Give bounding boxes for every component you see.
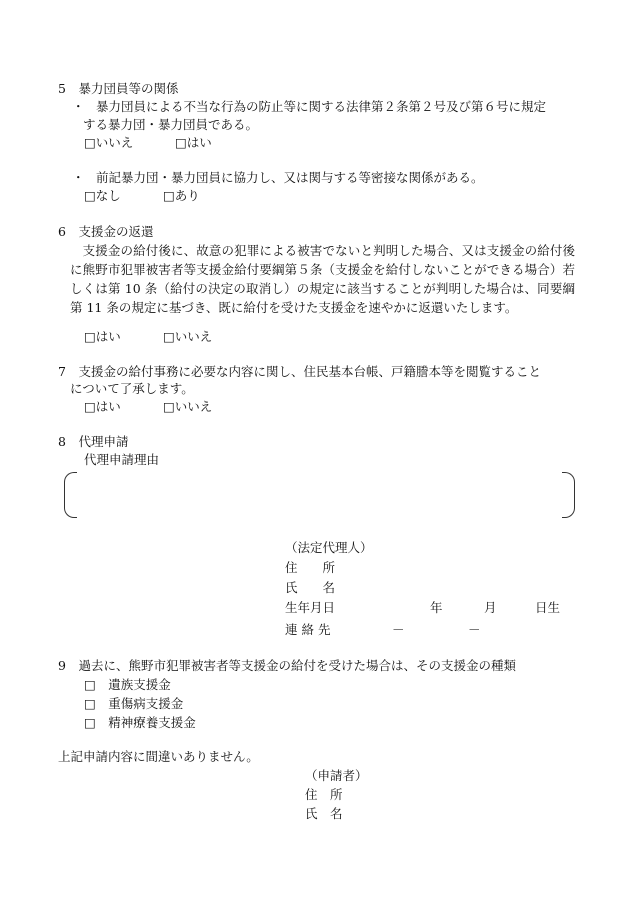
option-no-checkbox[interactable]: □いいえ (163, 399, 213, 414)
contact-dash: － (468, 622, 481, 637)
option-no-checkbox[interactable]: □いいえ (163, 329, 213, 344)
option-none-checkbox[interactable]: □なし (84, 188, 121, 203)
year-label: 年 (430, 600, 443, 615)
option-yes-checkbox[interactable]: □はい (175, 135, 212, 150)
name-label: 氏 名 (285, 580, 336, 595)
section-7-heading-cont: について了承します。 (70, 381, 194, 396)
section-8-heading: 8 代理申請 (58, 434, 129, 449)
option-yes-checkbox[interactable]: □はい (84, 329, 121, 344)
month-label: 月 (484, 600, 497, 615)
option-exists-checkbox[interactable]: □あり (163, 188, 200, 203)
bereaved-support-checkbox[interactable]: □ 遺族支援金 (84, 677, 171, 692)
bullet: ・ (72, 170, 85, 185)
section-6-heading: 6 支援金の返還 (58, 224, 154, 239)
option-yes-checkbox[interactable]: □はい (84, 399, 121, 414)
question-text: 前記暴力団・暴力団員に協力し、又は関与する等密接な関係がある。 (96, 170, 484, 185)
address-label: 住 所 (285, 560, 336, 575)
applicant-title: （申請者） (305, 768, 368, 783)
declaration-statement: 上記申請内容に間違いありません。 (58, 749, 259, 764)
bullet: ・ (72, 99, 85, 114)
section-5-heading: 5 暴力団員等の関係 (58, 81, 179, 96)
option-no-checkbox[interactable]: □いいえ (84, 135, 134, 150)
mental-care-support-checkbox[interactable]: □ 精神療養支援金 (84, 715, 196, 730)
left-bracket (64, 472, 77, 518)
contact-dash: － (392, 622, 405, 637)
proxy-reason-label: 代理申請理由 (84, 452, 160, 467)
applicant-name-label: 氏 名 (305, 806, 343, 821)
section-7-heading: 7 支援金の給付事務に必要な内容に関し、住民基本台帳、戸籍謄本等を閲覧すること (58, 364, 541, 379)
day-label: 日生 (535, 600, 561, 615)
question-text: 暴力団員による不当な行為の防止等に関する法律第２条第２号及び第６号に規定 (96, 99, 547, 114)
question-text: する暴力団・暴力団員である。 (83, 117, 259, 132)
dob-label: 生年月日 (285, 600, 336, 615)
serious-injury-support-checkbox[interactable]: □ 重傷病支援金 (84, 696, 184, 711)
right-bracket (562, 472, 575, 518)
applicant-address-label: 住 所 (305, 787, 343, 802)
refund-clause-text: 支援金の給付後に、故意の犯罪による被害でないと判明した場合、又は支援金の給付後に熊野市犯罪被害者等支援金給付要綱第５条（支援金を給付しないことができる場合）若しくは第 10 条（給付の決定の取消し）の規定に該当することが判明した場合は、同要綱第 11 条の規定に基づき、既に給付を受けた支援金を速やかに返還いたします。 (70, 243, 575, 315)
legal-rep-title: （法定代理人） (285, 540, 373, 555)
contact-label: 連 絡 先 (285, 622, 331, 637)
section-9-heading: 9 過去に、熊野市犯罪被害者等支援金の給付を受けた場合は、その支援金の種類 (58, 658, 516, 673)
